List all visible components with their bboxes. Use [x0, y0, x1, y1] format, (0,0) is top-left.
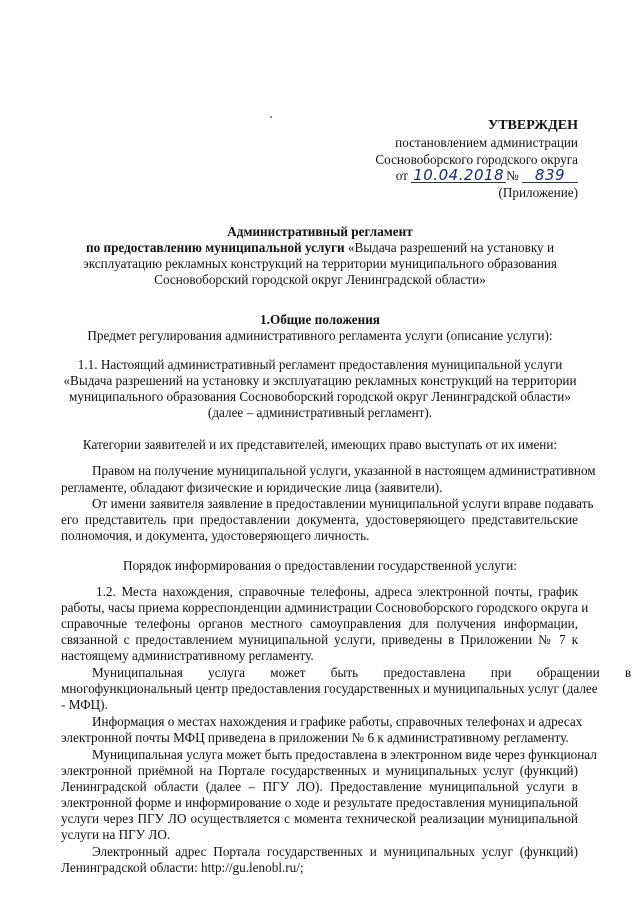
- mfcinfo-line2: электронной почты МФЦ приведена в приложении № 6 к административному регламенту.: [61, 730, 569, 745]
- mfc-line3: - МФЦ).: [61, 697, 108, 712]
- doc-title-line1: Административный регламент: [227, 224, 413, 239]
- handwritten-number: 839: [522, 168, 578, 183]
- scan-speck: [270, 116, 272, 118]
- approval-date-line: [396, 168, 578, 184]
- mfc-line1: Муниципальная услуга может быть предоставлена при обращении в: [92, 665, 632, 680]
- p11-line1: 1.1. Настоящий административный регламент предоставления муниципальной услуги: [77, 357, 563, 372]
- p12-line2: работы, часы приема корреспонденции администрации Сосновоборского городского округа и: [61, 600, 589, 615]
- mfcinfo-line1: Информация о местах нахождения и графике работы, справочных телефонах и адресах: [92, 714, 583, 729]
- approval-line1: постановлением администрации: [395, 135, 578, 150]
- categories-heading: Категории заявителей и их представителей, имеющих право выступать от их имени:: [82, 437, 558, 452]
- section1-subheading: Предмет регулирования административного регламента услуги (описание услуги):: [87, 328, 553, 343]
- repr-line3: полномочия, и документа, удостоверяющего личность.: [61, 528, 370, 543]
- p12-line5: настоящему административному регламенту.: [61, 648, 314, 663]
- repr-line1: От имени заявителя заявление в предоставлении муниципальной услуги вправе подавать: [92, 496, 594, 511]
- doc-title-bold: по предоставлению муниципальной услуги: [85, 240, 345, 255]
- mfc-line2: многофункциональный центр предоставления государственных и муниципальных услуг (далее: [61, 681, 598, 696]
- doc-title-rest: «Выдача разрешений на установку и: [347, 240, 554, 255]
- el-line5: услуги через ПГУ ЛО осуществляется с момента технической реализации муниципальной: [61, 811, 578, 826]
- p12-line4: связанной с предоставлением муниципальной услуги, приведены в Приложении № 7 к: [61, 632, 578, 647]
- p11-line4: (далее – административный регламент).: [207, 405, 433, 420]
- right-line1: Правом на получение муниципальной услуги, указанной в настоящем административном: [92, 463, 596, 478]
- doc-title-line3: эксплуатацию рекламных конструкций на территории муниципального образования: [83, 256, 557, 271]
- date-prefix: от: [395, 168, 408, 183]
- approval-appendix: (Приложение): [498, 185, 578, 200]
- el-line1: Муниципальная услуга может быть предоставлена в электронном виде через функционал: [92, 747, 597, 762]
- approval-line2: Сосновоборского городского округа: [375, 152, 578, 167]
- right-line2: регламенте, обладают физические и юридические лица (заявители).: [61, 480, 443, 495]
- section1-heading: 1.Общие положения: [260, 312, 380, 327]
- portal-line2: Ленинградской области: http://gu.lenobl.ru/;: [61, 860, 304, 875]
- p11-line3: муниципального образования Сосновоборский городской округ Ленинградской области»: [69, 389, 571, 404]
- doc-title-line4: Сосновоборский городской округ Ленинградской области»: [154, 272, 486, 287]
- el-line4: электронной форме и информирование о ходе и результате предоставления муниципальной: [61, 795, 578, 810]
- info-heading: Порядок информирования о предоставлении государственной услуги:: [123, 558, 517, 573]
- el-line3: Ленинградской области (далее – ПГУ ЛО). Предоставление муниципальной услуги в: [61, 779, 578, 794]
- portal-line1: Электронный адрес Портала государственных и муниципальных услуг (функций): [92, 844, 578, 859]
- el-line6: услуги на ПГУ ЛО.: [61, 827, 171, 842]
- number-prefix: №: [506, 168, 519, 183]
- approval-title: УТВЕРЖДЕН: [487, 118, 578, 133]
- el-line2: электронной приёмной на Портале государственных и муниципальных услуг (функций): [61, 763, 578, 778]
- p12-line1: 1.2. Места нахождения, справочные телефоны, адреса электронной почты, график: [96, 584, 578, 599]
- handwritten-date: 10.04.2018: [413, 166, 505, 184]
- doc-title-line2: [60, 240, 580, 256]
- p11-line2: «Выдача разрешений на установку и эксплуатацию рекламных конструкций на территории: [63, 373, 577, 388]
- p12-line3: справочные телефоны органов местного самоуправления для получения информации,: [61, 616, 578, 631]
- repr-line2: его представитель при предоставлении документа, удостоверяющего представительские: [61, 512, 578, 527]
